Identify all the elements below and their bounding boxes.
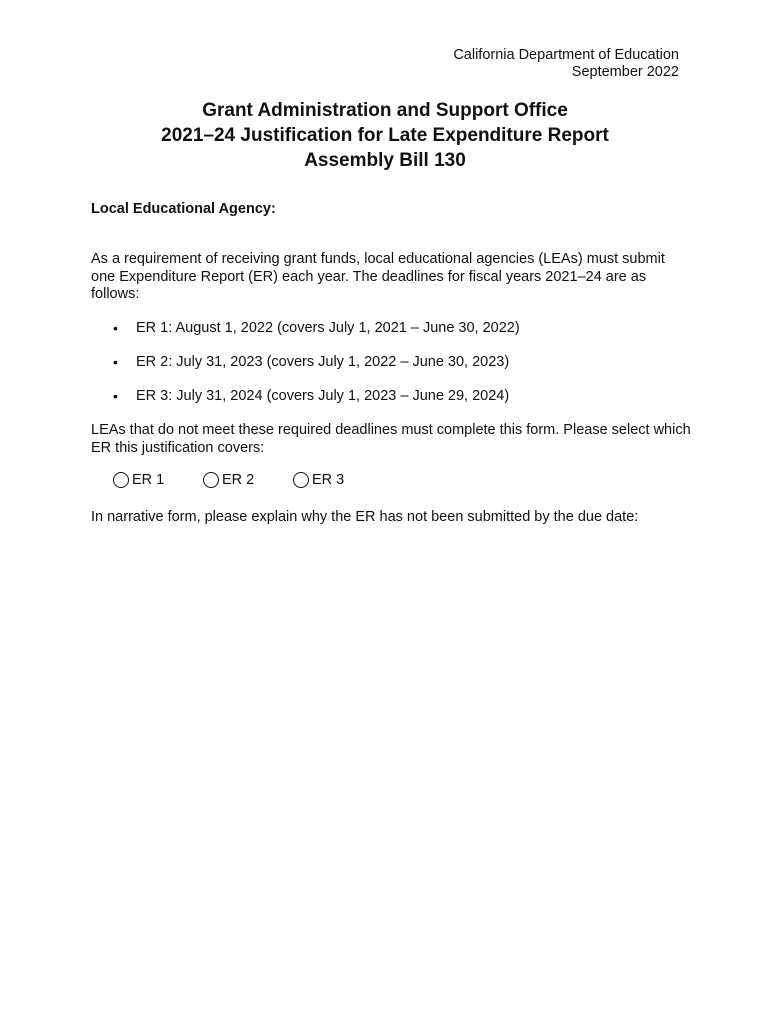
radio-circle-icon[interactable] (203, 472, 219, 488)
lea-field-label: Local Educational Agency: (91, 201, 276, 217)
radio-label: ER 1 (132, 472, 165, 488)
document-title (0, 98, 770, 173)
radio-label: ER 3 (312, 472, 345, 488)
deadline-text: ER 2: July 31, 2023 (covers July 1, 2022 – June 30, 2023) (136, 354, 510, 370)
department-name: California Department of Education (453, 47, 679, 63)
bullet-icon: • (113, 320, 118, 336)
title-line-office: Grant Administration and Support Office (202, 100, 568, 121)
deadline-list (91, 318, 691, 420)
title-line-report: 2021–24 Justification for Late Expenditure Report (161, 125, 609, 146)
bullet-icon: • (113, 354, 118, 370)
radio-option-er2[interactable] (203, 472, 293, 488)
radio-option-er1[interactable] (113, 472, 203, 488)
narrative-prompt: In narrative form, please explain why the ER has not been submitted by the due date: (91, 509, 639, 525)
deadline-text: ER 3: July 31, 2024 (covers July 1, 2023 – June 29, 2024) (136, 388, 510, 404)
radio-circle-icon[interactable] (113, 472, 129, 488)
instruction-paragraph: LEAs that do not meet these required deadlines must complete this form. Please select which ER this justification covers: (91, 422, 691, 456)
deadline-item-er1 (91, 318, 691, 352)
radio-option-er3[interactable] (293, 472, 383, 488)
radio-circle-icon[interactable] (293, 472, 309, 488)
bullet-icon: • (113, 388, 118, 404)
deadline-item-er3 (91, 386, 691, 420)
document-header (453, 47, 679, 81)
title-line-bill: Assembly Bill 130 (304, 150, 466, 171)
radio-label: ER 2 (222, 472, 255, 488)
deadline-text: ER 1: August 1, 2022 (covers July 1, 2021 – June 30, 2022) (136, 320, 520, 336)
er-radio-group (113, 472, 383, 488)
document-date: September 2022 (571, 64, 679, 80)
intro-paragraph: As a requirement of receiving grant funds, local educational agencies (LEAs) must submit one Expenditure Report (ER) each year. The deadlines for fiscal years 2021–24 are as follows: (91, 251, 665, 302)
deadline-item-er2 (91, 352, 691, 386)
